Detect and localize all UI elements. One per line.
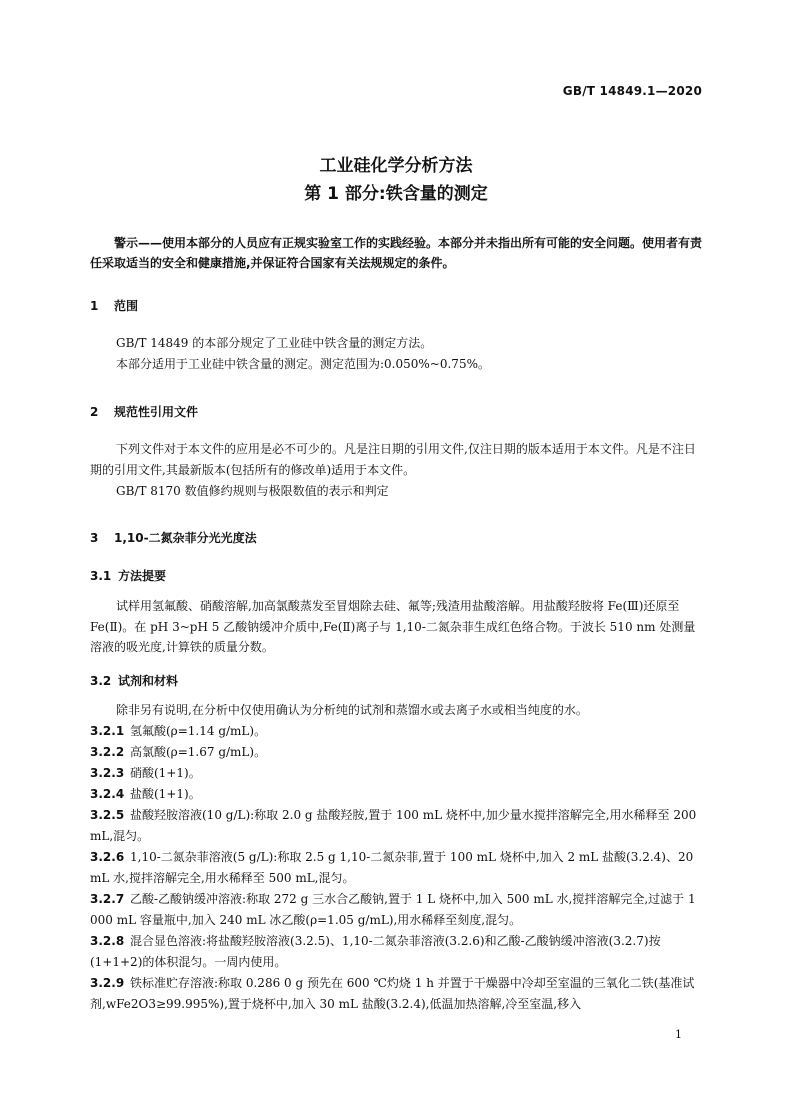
subsection-number: 3.1 [90, 569, 112, 583]
item-number: 3.2.8 [90, 934, 125, 948]
reagent-item [90, 973, 702, 1014]
reagent-item [90, 742, 702, 763]
section-title: 范围 [114, 299, 139, 313]
item-number: 3.2.3 [90, 766, 125, 780]
item-text: 硝酸(1+1)。 [130, 766, 201, 780]
section-title: 规范性引用文件 [114, 405, 199, 419]
warning-paragraph: 警示——使用本部分的人员应有正规实验室工作的实践经验。本部分并未指出所有可能的安全问题。使用者有责任采取适当的安全和健康措施,并保证符合国家有关法规规定的条件。 [90, 236, 703, 270]
subsection-title: 方法提要 [118, 569, 167, 583]
paragraph: 下列文件对于本文件的应用是必不可少的。凡是注日期的引用文件,仅注日期的版本适用于本文件。凡是不注日期的引用文件,其最新版本(包括所有的修改单)适用于本文件。 [90, 442, 696, 477]
item-text: 铁标准贮存溶液:称取 0.286 0 g 预先在 600 ℃灼烧 1 h 并置于干燥器中冷却至室温的三氧化二铁(基准试剂,wFe2O3≥99.995%),置于烧杯中,加入 30 mL 盐酸(3.2.4),低温加热溶解,冷至室温,移入 [90, 976, 695, 1011]
item-text: 乙酸-乙酸钠缓冲溶液:称取 272 g 三水合乙酸钠,置于 1 L 烧杯中,加入 500 mL 水,搅拌溶解完全,过滤于 1 000 mL 容量瓶中,加入 240 mL 冰乙酸(ρ=1.05 g/mL),用水稀释至刻度,混匀。 [90, 892, 696, 927]
document-subtitle: 第 1 部分:铁含量的测定 [304, 184, 488, 204]
item-number: 3.2.7 [90, 892, 125, 906]
subsection-heading-3-1 [90, 567, 166, 584]
item-text: 盐酸羟胺溶液(10 g/L):称取 2.0 g 盐酸羟胺,置于 100 mL 烧杯中,加少量水搅拌溶解完全,用水稀释至 200 mL,混匀。 [90, 808, 697, 843]
paragraph: 本部分适用于工业硅中铁含量的测定。测定范围为:0.050%~0.75%。 [116, 357, 490, 371]
item-text: 混合显色溶液:将盐酸羟胺溶液(3.2.5)、1,10-二氮杂菲溶液(3.2.6)和乙酸-乙酸钠缓冲溶液(3.2.7)按(1+1+2)的体积混匀。一周内使用。 [90, 934, 661, 969]
item-text: 氢氟酸(ρ=1.14 g/mL)。 [130, 724, 267, 738]
item-number: 3.2.9 [90, 976, 125, 990]
section-heading-3 [90, 529, 257, 546]
item-text: 1,10-二氮杂菲溶液(5 g/L):称取 2.5 g 1,10-二氮杂菲,置于 100 mL 烧杯中,加入 2 mL 盐酸(3.2.4)、20 mL 水,搅拌溶解完全,用水稀释至 500 mL,混匀。 [90, 850, 694, 885]
item-number: 3.2.6 [90, 850, 125, 864]
item-text: 盐酸(1+1)。 [130, 787, 201, 801]
section-heading-1 [90, 297, 138, 314]
item-text: 高氯酸(ρ=1.67 g/mL)。 [130, 745, 267, 759]
section-number: 2 [90, 405, 99, 419]
item-number: 3.2.1 [90, 724, 125, 738]
section-heading-2 [90, 403, 198, 420]
reagent-item [90, 805, 702, 846]
paragraph: 除非另有说明,在分析中仅使用确认为分析纯的试剂和蒸馏水或去离子水或相当纯度的水。 [116, 703, 588, 717]
page-number: 1 [675, 1028, 682, 1041]
section-number: 3 [90, 531, 99, 545]
item-number: 3.2.4 [90, 787, 125, 801]
reagent-item [90, 847, 702, 888]
reagent-item [90, 784, 702, 805]
document-title: 工业硅化学分析方法 [319, 156, 473, 176]
section-number: 1 [90, 299, 99, 313]
paragraph: GB/T 8170 数值修约规则与极限数值的表示和判定 [116, 484, 389, 498]
reagent-item [90, 721, 702, 742]
paragraph: 试样用氢氟酸、硝酸溶解,加高氯酸蒸发至冒烟除去硅、氟等;残渣用盐酸溶解。用盐酸羟胺将 Fe(Ⅲ)还原至 Fe(Ⅱ)。在 pH 3~pH 5 乙酸钠缓冲介质中,Fe(Ⅱ)离子与 1,10-二氮杂菲生成红色络合物。于波长 510 nm 处测量溶液的吸光度,计算铁的质量分数。 [90, 599, 696, 654]
section-title: 1,10-二氮杂菲分光光度法 [114, 531, 257, 545]
subsection-heading-3-2 [90, 672, 178, 689]
standard-code: GB/T 14849.1—2020 [562, 84, 702, 98]
item-number: 3.2.5 [90, 808, 125, 822]
paragraph: GB/T 14849 的本部分规定了工业硅中铁含量的测定方法。 [116, 336, 433, 350]
reagent-item [90, 763, 702, 784]
subsection-title: 试剂和材料 [118, 674, 179, 688]
subsection-number: 3.2 [90, 674, 112, 688]
item-number: 3.2.2 [90, 745, 125, 759]
reagent-item [90, 931, 702, 972]
reagent-item [90, 889, 702, 930]
